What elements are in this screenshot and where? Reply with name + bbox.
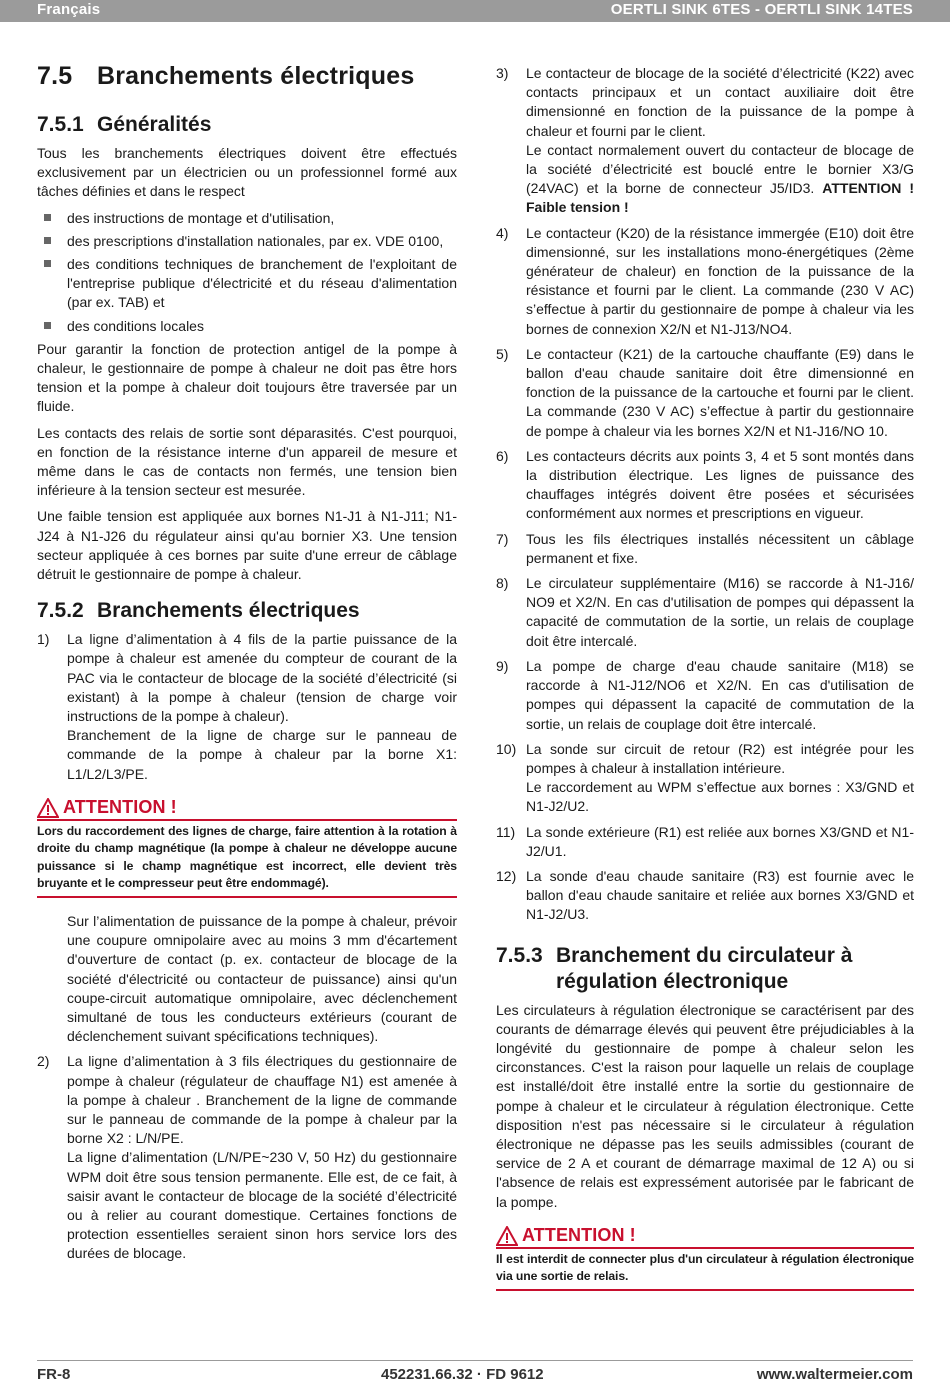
right-column: [496, 64, 914, 1305]
s1-paragraph-low-voltage: Une faible tension est appliquée aux bornes N1-J1 à N1-J11; N1-J24 à N1-J26 du régulateur ainsi qu'au bornier X3. Une tension secteur appliquée à ces bornes par suite d'une erreur de câblage détruit le gestionnaire de pompe à chaleur.: [37, 508, 457, 583]
bullet-text: des instructions de montage et d'utilisation,: [67, 209, 335, 226]
s2-steps-1: [37, 630, 457, 784]
section-title: Branchements électriques: [97, 62, 415, 90]
item-text: La ligne d’alimentation à 4 fils de la partie puissance de la pompe à chaleur est amenée du compteur de courant de la PAC via le contacteur de blocage de la société d’électricité (si existant) à la pompe à chaleur (tension de charge voir instructions de la pompe à chaleur).: [67, 631, 457, 725]
list-item: [496, 867, 914, 925]
list-item: [496, 823, 914, 861]
item-number: 1): [37, 631, 50, 648]
warning-title: ATTENTION !: [63, 797, 177, 818]
subsection-2-title: Branchements électriques: [97, 599, 360, 623]
subsection-1-heading: [37, 112, 457, 138]
list-item: [496, 224, 914, 339]
list-item: [496, 657, 914, 734]
s1-bullet-list: [37, 209, 457, 336]
subsection-3-heading: [496, 943, 914, 995]
s2-steps-3: [496, 64, 914, 925]
warning-triangle-icon: [37, 798, 59, 818]
item-text-continued: [526, 141, 914, 218]
item-text: La sonde sur circuit de retour (R2) est intégrée pour les pompes à chaleur à installation intérieure.: [526, 740, 914, 776]
item-number: 2): [37, 1053, 50, 1070]
s2-item1-continuation: Sur l’alimentation de puissance de la pompe à chaleur, prévoir une coupure omnipolaire avec au moins 3 mm d'écartement d'ouverture de contact (p. ex. contacteur de blocage de la société d'électricité ou contacteur de puissance) ainsi qu'un coupe-circuit automatique omnipolaire, avec déclenchement simultané de tous les conducteurs extérieurs (courant de déclenchement suivant spécifications techniques).: [67, 912, 457, 1045]
footer-page-number: FR-8: [37, 1366, 71, 1383]
bullet-item: [37, 317, 457, 336]
subsection-3-title: Branchement du circulateur à régulation électronique: [556, 943, 853, 993]
item-text: Le contacteur (K21) de la cartouche chauffante (E9) dans le ballon d'eau chaude sanitaire doit être dimensionné en fonction de la puissance de la cartouche et fourni par le client. La commande (230 V AC) s’effectue à partir du gestionnaire de pompe à chaleur via les bornes X2/N et N1-J16/NO 10.: [526, 345, 914, 439]
square-bullet-icon: [44, 237, 51, 244]
s1-paragraph-antigel: Pour garantir la fonction de protection antigel de la pompe à chaleur, le gestionnaire de pompe à chaleur ne doit pas être hors tension et la pompe à chaleur doit toujours être traversée par un fluide.: [37, 340, 457, 415]
square-bullet-icon: [44, 322, 51, 329]
header-language: Français: [37, 1, 101, 18]
item-text: Le contacteur de blocage de la société d’électricité (K22) avec contacts principaux et un contact auxiliaire doit être dimensionné en fonction de la puissance de la pompe à chaleur et fourni par le client.: [526, 65, 914, 139]
bullet-text: des conditions techniques de branchement de l'exploitant de l'entreprise publique d'électricité et du réseau d'alimentation (par ex. TAB) et: [67, 256, 457, 311]
square-bullet-icon: [44, 260, 51, 267]
s2-steps-2: [37, 1052, 457, 1263]
list-item: [496, 345, 914, 441]
warning-title: ATTENTION !: [522, 1225, 636, 1246]
list-item: [496, 64, 914, 218]
subsection-2-heading: [37, 598, 457, 624]
bullet-text: des prescriptions d'installation nationales, par ex. VDE 0100,: [67, 232, 444, 249]
item-number: 10): [496, 740, 517, 757]
item-number: 5): [496, 345, 509, 362]
item-text: Tous les fils électriques installés nécessitent un câblage permanent et fixe.: [526, 530, 914, 566]
warning-header: [496, 1226, 914, 1249]
subsection-1-title: Généralités: [97, 113, 212, 136]
item-number: 4): [496, 224, 509, 241]
warning-text: Lors du raccordement des lignes de charge, faire attention à la rotation à droite du champ magnétique (la pompe à chaleur ne développe aucune puissance si le champ magnétique est incorrect, elle devient très bruyante et le compresseur peut être endommagé).: [37, 823, 457, 891]
list-item: [37, 630, 457, 784]
item-text-normal: Le contact normalement ouvert du contacteur de blocage de la société d’électricité est bouclé entre le bornier X3/G (24VAC) et la borne de connecteur J5/ID3.: [526, 141, 914, 197]
list-item: [496, 740, 914, 817]
subsection-3-number: 7.5.3: [496, 943, 543, 967]
item-text: La sonde d'eau chaude sanitaire (R3) est fournie avec le ballon d'eau chaude sanitaire et reliée aux bornes X3/GND et N1-J2/U3.: [526, 867, 914, 923]
item-text-continued: Branchement de la ligne de charge sur le panneau de commande de la pompe à chaleur par la borne X1: L1/L2/L3/PE.: [67, 727, 457, 782]
footer-url[interactable]: www.waltermeier.com: [756, 1366, 913, 1383]
footer-divider: [37, 1360, 913, 1361]
subsection-2-number: 7.5.2: [37, 599, 84, 623]
header-bar: [0, 0, 950, 22]
item-number: 7): [496, 530, 509, 547]
item-number: 6): [496, 447, 509, 464]
item-text: Le contacteur (K20) de la résistance immergée (E10) doit être dimensionné, sur les installations mono-énergétiques (2ème générateur de chaleur) en fonction de la puissance de la résistance et fourni par le client. La commande (230 V AC) s’effectue à partir du gestionnaire de pompe à chaleur via les bornes de connexion X2/N et N1-J13/NO4.: [526, 224, 914, 337]
warning-triangle-icon: [496, 1226, 518, 1246]
warning-text: Il est interdit de connecter plus d'un circulateur à régulation électronique via une sortie de relais.: [496, 1251, 914, 1284]
item-text: La ligne d’alimentation à 3 fils électriques du gestionnaire de pompe à chaleur (régulateur de chauffage N1) est amenée à la pompe à chaleur . Branchement de la ligne de commande sur le panneau de commande de la pompe à chaleur par la borne X2 : L/N/PE.: [67, 1053, 457, 1147]
list-item: [496, 574, 914, 651]
item-text-attention: ATTENTION ! Faible tension !: [526, 180, 914, 216]
s1-intro: Tous les branchements électriques doivent être effectués exclusivement par un électricien ou un professionnel formé aux tâches définies et dans le respect: [37, 145, 457, 200]
item-number: 9): [496, 657, 509, 674]
footer-document-ref: 452231.66.32 · FD 9612: [381, 1366, 544, 1383]
bullet-item: [37, 232, 457, 251]
warning-box-circulator: [496, 1226, 914, 1291]
section-heading: [37, 60, 457, 92]
item-number: 8): [496, 575, 509, 592]
s3-paragraph: Les circulateurs à régulation électronique se caractérisent par des courants de démarrage élevés qui peuvent être préjudiciables à la longévité du gestionnaire de pompe à chaleur selon les circonstances. C'est la raison pour laquelle un relais de couplage est installé/doit être installé entre la sortie du gestionnaire de pompe à chaleur et le circulateur à régulation électronique. Cette disposition n'est pas nécessaire si le circulateur à régulation électronique ne dépasse pas les seuils admissibles (courant de service de 2 A et courant de démarrage maximal de 12 A) ou si l'absence de relais est expressément autorisée par le fabricant de la pompe.: [496, 1001, 914, 1210]
bullet-text: des conditions locales: [67, 317, 204, 334]
section-number: 7.5: [37, 62, 73, 90]
warning-header: [37, 798, 457, 821]
item-text-continued: Le raccordement au WPM s’effectue aux bornes : X3/GND et N1-J2/U2.: [526, 779, 914, 815]
item-text: La pompe de charge d'eau chaude sanitaire (M18) se raccorde à N1-J12/NO6 et X2/N. En cas d'utilisation de pompes qui dépassent la capacité de commutation de la sortie, un relais de couplage doit être intercalé.: [526, 657, 914, 732]
square-bullet-icon: [44, 214, 51, 221]
bullet-item: [37, 209, 457, 228]
bullet-item: [37, 255, 457, 313]
left-column: [37, 60, 457, 1270]
item-number: 11): [496, 823, 516, 840]
list-item: [496, 447, 914, 524]
item-text: Le circulateur supplémentaire (M16) se raccorde à N1-J16/ NO9 et X2/N. En cas d'utilisation de pompes qui dépassent la capacité de commutation de la sortie, un relais de couplage doit être intercalé.: [526, 575, 914, 649]
item-number: 12): [496, 867, 517, 884]
item-text: La sonde extérieure (R1) est reliée aux bornes X3/GND et N1-J2/U1.: [526, 823, 914, 859]
item-text: Les contacteurs décrits aux points 3, 4 et 5 sont montés dans la distribution électrique. Les lignes de puissance des chauffages intégrés doivent être posées et sécurisées conformément aux normes et prescriptions en vigueur.: [526, 447, 914, 522]
header-model: OERTLI SINK 6TES - OERTLI SINK 14TES: [610, 1, 913, 18]
list-item: [37, 1052, 457, 1263]
item-text-continued: La ligne d’alimentation (L/N/PE~230 V, 50 Hz) du gestionnaire WPM doit être sous tension permanente. Elle est, de ce fait, à saisir avant le contacteur de blocage de la société d’électricité ou à relier au courant domestique. Certaines fonctions de protection essentielles seraient sinon hors service lors des durées de blocage.: [67, 1149, 457, 1262]
item-number: 3): [496, 65, 509, 81]
list-item: [496, 530, 914, 568]
s1-paragraph-relays: Les contacts des relais de sortie sont déparasités. C'est pourquoi, en fonction de la résistance interne d'un appareil de mesure et même dans le cas de contacts non fermés, une tension bien inférieure à la tension secteur est mesurée.: [37, 424, 457, 499]
warning-box-rotation: [37, 798, 457, 898]
subsection-1-number: 7.5.1: [37, 113, 84, 136]
